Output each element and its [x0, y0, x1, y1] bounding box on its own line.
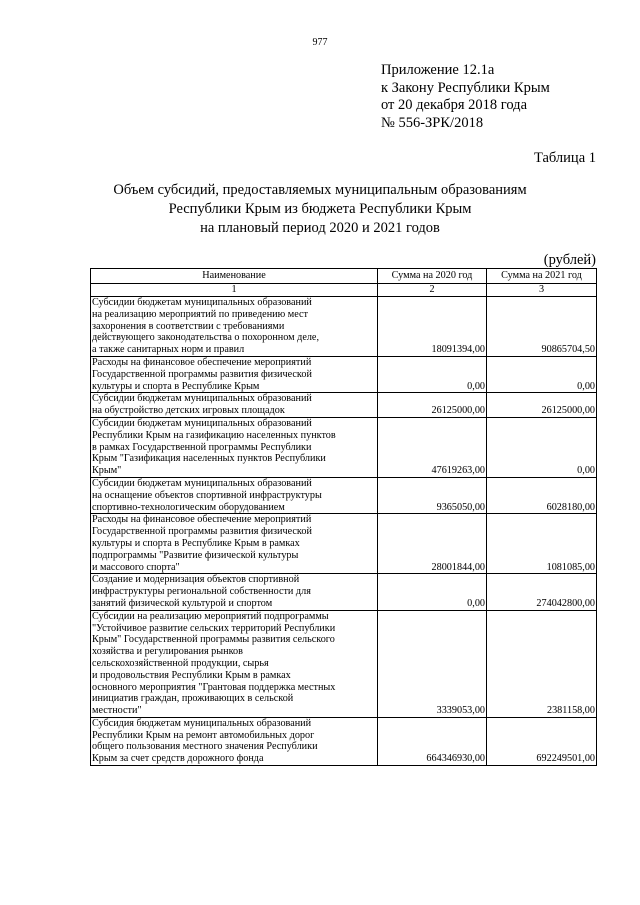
row-name-cell — [91, 417, 378, 477]
row-name-line: культуры и спорта в Республике Крым в рамках — [92, 537, 300, 549]
row-name-line: действующего законодательства о похоронном деле, — [92, 332, 319, 344]
page-number: 977 — [312, 37, 328, 48]
table-row — [91, 610, 597, 717]
colnum-1: 1 — [91, 284, 378, 297]
row-sum-2020: 664346930,00 — [378, 717, 487, 765]
row-name-line: Государственной программы развития физической — [92, 368, 312, 380]
row-name-line: Субсидии бюджетам муниципальных образований — [92, 393, 312, 405]
row-name-line: Субсидии бюджетам муниципальных образований — [92, 477, 312, 489]
row-name-line: Расходы на финансовое обеспечение мероприятий — [92, 356, 312, 368]
row-sum-2021: 26125000,00 — [487, 393, 597, 418]
row-sum-2020: 0,00 — [378, 574, 487, 610]
row-name-line: культуры и спорта в Республике Крым — [92, 380, 260, 392]
row-name-line: на оснащение объектов спортивной инфраструктуры — [92, 489, 322, 501]
row-sum-2021: 6028180,00 — [487, 477, 597, 513]
row-sum-2021: 2381158,00 — [487, 610, 597, 717]
header-sum-2021: Сумма на 2021 год — [487, 269, 597, 284]
row-sum-2021: 0,00 — [487, 356, 597, 392]
row-name-cell — [91, 574, 378, 610]
row-name-line: Республики Крым на газификацию населенных пунктов — [92, 429, 336, 441]
row-name-line: инициатив граждан, проживающих в сельской — [92, 693, 294, 705]
row-name-line: захоронения в соответствии с требованиями — [92, 320, 285, 332]
appendix-line-1: Приложение 12.1а — [381, 62, 495, 78]
table-row — [91, 417, 597, 477]
table-row — [91, 297, 597, 357]
row-sum-2021: 274042800,00 — [487, 574, 597, 610]
table-row — [91, 717, 597, 765]
row-sum-2021: 1081085,00 — [487, 514, 597, 574]
table-label: Таблица 1 — [533, 150, 596, 166]
row-name-line: и продовольствия Республики Крым в рамках — [92, 669, 291, 681]
table-row — [91, 574, 597, 610]
row-name-line: занятий физической культурой и спортом — [92, 597, 273, 609]
row-name-cell — [91, 393, 378, 418]
row-name-line: а также санитарных норм и правил — [92, 344, 245, 356]
table-header-row — [91, 269, 597, 284]
row-name-line: в рамках Государственной программы Республики — [92, 441, 312, 453]
header-sum-2020: Сумма на 2020 год — [378, 269, 487, 284]
title-line-3: на плановый период 2020 и 2021 годов — [200, 220, 440, 236]
row-name-cell — [91, 356, 378, 392]
table-row — [91, 514, 597, 574]
row-name-line: на обустройство детских игровых площадок — [92, 405, 285, 417]
row-name-line: Субсидия бюджетам муниципальных образований — [92, 717, 312, 729]
row-name-line: Создание и модернизация объектов спортивной — [92, 574, 300, 586]
header-name: Наименование — [91, 269, 378, 284]
row-name-line: "Устойчивое развитие сельских территорий Республики — [92, 622, 336, 634]
row-sum-2020: 3339053,00 — [378, 610, 487, 717]
row-name-cell — [91, 297, 378, 357]
table-row — [91, 356, 597, 392]
row-name-cell — [91, 717, 378, 765]
row-sum-2020: 47619263,00 — [378, 417, 487, 477]
colnum-3: 3 — [487, 284, 597, 297]
row-sum-2020: 18091394,00 — [378, 297, 487, 357]
column-number-row — [91, 284, 597, 297]
subsidies-table — [90, 268, 597, 766]
row-name-line: Крым за счет средств дорожного фонда — [92, 753, 264, 765]
row-name-line: Государственной программы развития физической — [92, 526, 312, 538]
row-sum-2021: 0,00 — [487, 417, 597, 477]
row-name-line: Субсидии на реализацию мероприятий подпрограммы — [92, 610, 329, 622]
row-name-line: местности" — [92, 705, 142, 717]
row-name-line: Крым "Газификация населенных пунктов Республики — [92, 453, 326, 465]
title-line-2: Республики Крым из бюджета Республики Крым — [168, 201, 472, 217]
appendix-block — [381, 62, 550, 132]
row-name-cell — [91, 477, 378, 513]
row-name-line: и массового спорта" — [92, 561, 180, 573]
row-name-line: хозяйства и регулирования рынков — [92, 646, 243, 658]
row-name-line: Субсидии бюджетам муниципальных образований — [92, 417, 312, 429]
row-name-line: инфраструктуры региональной собственности для — [92, 586, 311, 598]
appendix-line-3: от 20 декабря 2018 года — [381, 97, 527, 113]
row-sum-2020: 26125000,00 — [378, 393, 487, 418]
row-name-line: спортивно-технологическим оборудованием — [92, 501, 285, 513]
row-name-line: Расходы на финансовое обеспечение мероприятий — [92, 514, 312, 526]
colnum-2: 2 — [378, 284, 487, 297]
row-name-cell — [91, 610, 378, 717]
row-sum-2020: 0,00 — [378, 356, 487, 392]
row-name-line: на реализацию мероприятий по приведению мест — [92, 308, 308, 320]
table-body — [91, 297, 597, 766]
row-name-line: Республики Крым на ремонт автомобильных дорог — [92, 729, 315, 741]
row-sum-2020: 28001844,00 — [378, 514, 487, 574]
row-name-line: подпрограммы "Развитие физической культуры — [92, 549, 299, 561]
row-name-line: общего пользования местного значения Республики — [92, 741, 318, 753]
row-sum-2021: 692249501,00 — [487, 717, 597, 765]
row-sum-2021: 90865704,50 — [487, 297, 597, 357]
row-name-line: основного мероприятия "Грантовая поддержка местных — [92, 681, 336, 693]
row-name-line: Крым" — [92, 465, 122, 477]
row-name-line: Крым" Государственной программы развития сельского — [92, 634, 335, 646]
row-name-cell — [91, 514, 378, 574]
table-row — [91, 393, 597, 418]
unit-label: (рублей) — [543, 252, 596, 268]
document-title — [0, 181, 640, 238]
appendix-line-4: № 556-ЗРК/2018 — [381, 114, 484, 131]
row-name-line: Субсидии бюджетам муниципальных образований — [92, 297, 312, 308]
title-line-1: Объем субсидий, предоставляемых муниципальным образованиям — [113, 182, 527, 198]
row-name-line: сельскохозяйственной продукции, сырья — [92, 657, 269, 669]
table-row — [91, 477, 597, 513]
appendix-line-2: к Закону Республики Крым — [381, 79, 550, 96]
row-sum-2020: 9365050,00 — [378, 477, 487, 513]
